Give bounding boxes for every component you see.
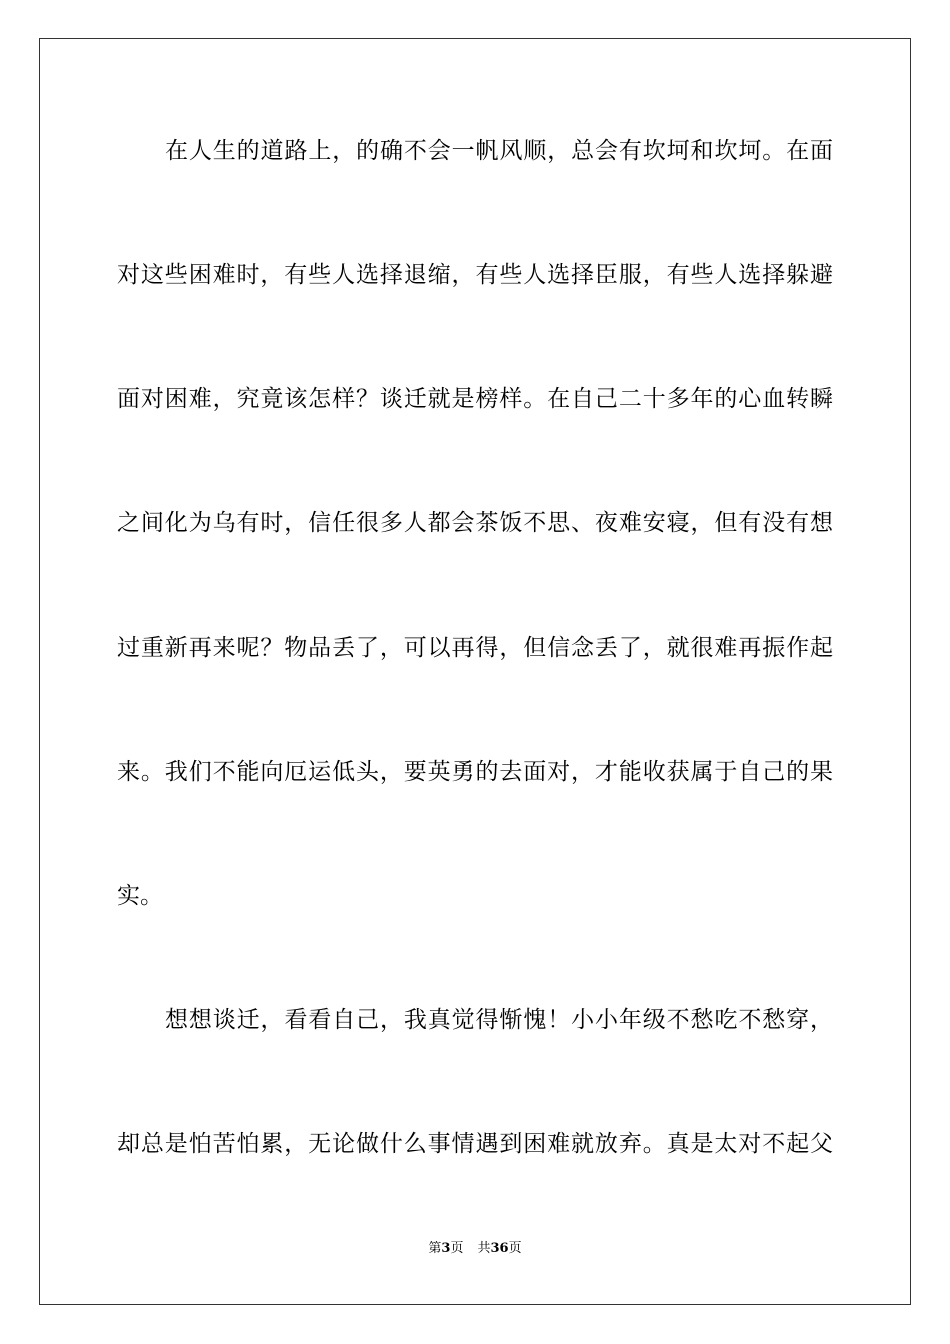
paragraph-1-line-1: 在人生的道路上，的确不会一帆风顺，总会有坎坷和坎坷。在面 [165, 138, 833, 164]
total-prefix: 共 [477, 1241, 491, 1256]
total-pages: 36 [490, 1241, 509, 1256]
page-number: 3 [441, 1241, 451, 1256]
paragraph-1-line-4: 之间化为乌有时，信任很多人都会茶饭不思、夜难安寝，但有没有想 [117, 510, 833, 536]
paragraph-1-line-5: 过重新再来呢？物品丢了，可以再得，但信念丢了，就很难再振作起 [117, 635, 833, 661]
page-footer [0, 1240, 950, 1258]
total-suffix: 页 [508, 1241, 522, 1256]
page-border [39, 38, 911, 1305]
paragraph-1-line-3: 面对困难，究竟该怎样？谈迁就是榜样。在自己二十多年的心血转瞬 [117, 386, 833, 412]
paragraph-1-line-7: 实。 [117, 883, 163, 909]
page-prefix: 第 [428, 1241, 442, 1256]
page-suffix: 页 [450, 1241, 464, 1256]
paragraph-2-line-1: 想想谈迁，看看自己，我真觉得惭愧！小小年级不愁吃不愁穿， [165, 1007, 833, 1033]
paragraph-1-line-6: 来。我们不能向厄运低头，要英勇的去面对，才能收获属于自己的果 [117, 759, 833, 785]
paragraph-1-line-2: 对这些困难时，有些人选择退缩，有些人选择臣服，有些人选择躲避 [117, 262, 833, 288]
paragraph-2-line-2: 却总是怕苦怕累，无论做什么事情遇到困难就放弃。真是太对不起父 [117, 1131, 833, 1157]
